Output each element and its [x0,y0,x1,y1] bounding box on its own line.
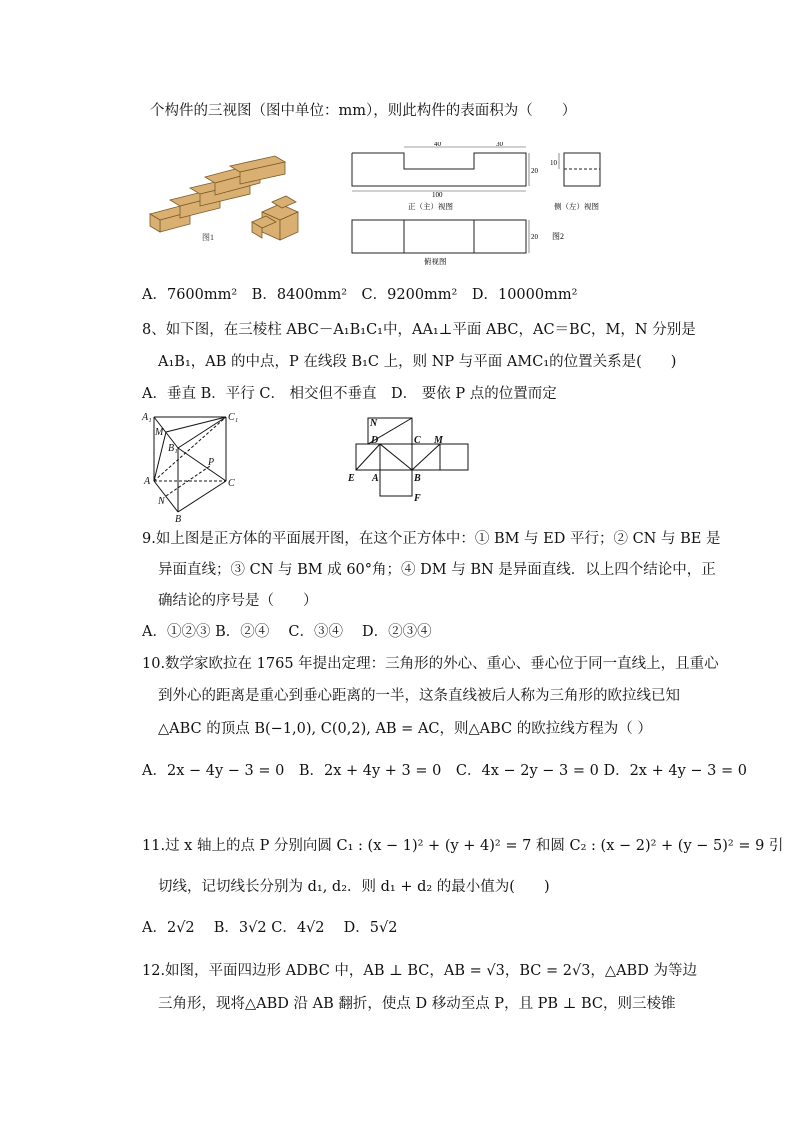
q12-stem-line2: 三角形，现将△ABD 沿 AB 翻折，使点 D 移动至点 P，且 PB ⊥ BC，则三棱锥 [158,996,676,1012]
q7-options: A．7600mm² B．8400mm² C．9200mm² D．10000mm² [142,287,578,303]
svg-text:C₁: C₁ [228,412,239,423]
q11-stem-line2: 切线，记切线长分别为 d₁, d₂．则 d₁ + d₂ 的最小值为( ) [158,879,550,895]
q10-options: A．2x − 4y − 3 = 0 B．2x + 4y + 3 = 0 C．4x − 2y − 3 = 0 D．2x + 4y − 3 = 0 [142,763,747,779]
q10-stem-line2: 到外心的距离是重心到垂心距离的一半，这条直线被后人称为三角形的欧拉线已知 [158,688,680,704]
front-view-drawing [352,153,526,186]
svg-text:20: 20 [531,167,538,175]
svg-text:20: 20 [531,233,538,241]
svg-text:F: F [414,493,421,504]
svg-text:30: 30 [496,142,503,148]
q10-stem-line3: △ABC 的顶点 B(−1,0), C(0,2), AB = AC，则△ABC 的欧拉线方程为（ ） [158,721,652,737]
q8-stem-line2: A₁B₁，AB 的中点，P 在线段 B₁C 上，则 NP 与平面 AMC₁的位置关系是( ) [158,354,677,370]
front-view-label: 正（主）视图 [408,202,453,211]
wooden-blocks-illustration [150,156,298,240]
q9-options: A．①②③ B．②④ C．③④ D．②③④ [142,624,432,640]
svg-text:B: B [175,514,182,525]
top-view-drawing [352,220,526,253]
q12-stem-line1: 12.如图，平面四边形 ADBC 中，AB ⊥ BC，AB = √3，BC = 2√3，△ABD 为等边 [142,963,697,979]
svg-text:B: B [414,473,421,484]
top-view-label: 俯视图 [424,257,447,266]
side-view-label: 侧（左）视图 [554,202,599,211]
svg-text:D: D [371,435,379,446]
three-view-figure [140,142,680,270]
svg-text:100: 100 [432,191,443,199]
svg-text:A₁: A₁ [142,412,152,423]
svg-text:C: C [228,478,235,489]
q9-stem-line2: 异面直线；③ CN 与 BM 成 60°角；④ DM 与 BN 是异面直线．以上四个结论中，正 [158,562,716,578]
prism-figure [138,408,248,526]
fig1-label: 图1 [202,233,214,242]
svg-text:N: N [158,496,165,507]
svg-text:E: E [348,473,355,484]
q10-stem-line1: 10.数学家欧拉在 1765 年提出定理：三角形的外心、重心、垂心位于同一直线上，且重心 [142,656,719,672]
q8-options: A．垂直 B．平行 C． 相交但不垂直 D． 要依 P 点的位置而定 [142,386,557,402]
q9-stem-line3: 确结论的序号是（ ） [158,593,318,609]
q11-options: A．2√2 B．3√2 C．4√2 D．5√2 [142,920,398,936]
q9-stem-line1: 9.如上图是正方体的平面展开图，在这个正方体中：① BM 与 ED 平行；② CN 与 BE 是 [142,531,721,547]
svg-text:M: M [434,435,443,446]
q7-stem: 个构件的三视图（图中单位：mm），则此构件的表面积为（ ） [150,103,577,119]
cube-net-figure [345,414,475,506]
svg-text:B₁: B₁ [168,443,178,454]
svg-text:10: 10 [550,159,557,167]
svg-text:P: P [208,457,215,468]
svg-text:A: A [144,476,151,487]
q11-stem-line1: 11.过 x 轴上的点 P 分别向圆 C₁ : (x − 1)² + (y + 4)² = 7 和圆 C₂ : (x − 2)² + (y − 5)² = 9 引 [142,838,784,854]
svg-text:C: C [414,435,421,446]
svg-text:N: N [370,418,378,429]
svg-text:M: M [155,427,164,438]
side-view-drawing [564,153,600,186]
svg-text:40: 40 [434,142,441,148]
fig2-label: 图2 [552,232,564,241]
q8-stem-line1: 8、如下图，在三棱柱 ABC－A₁B₁C₁中，AA₁⊥平面 ABC，AC＝BC，M，N 分别是 [142,322,696,338]
svg-text:A: A [372,473,379,484]
